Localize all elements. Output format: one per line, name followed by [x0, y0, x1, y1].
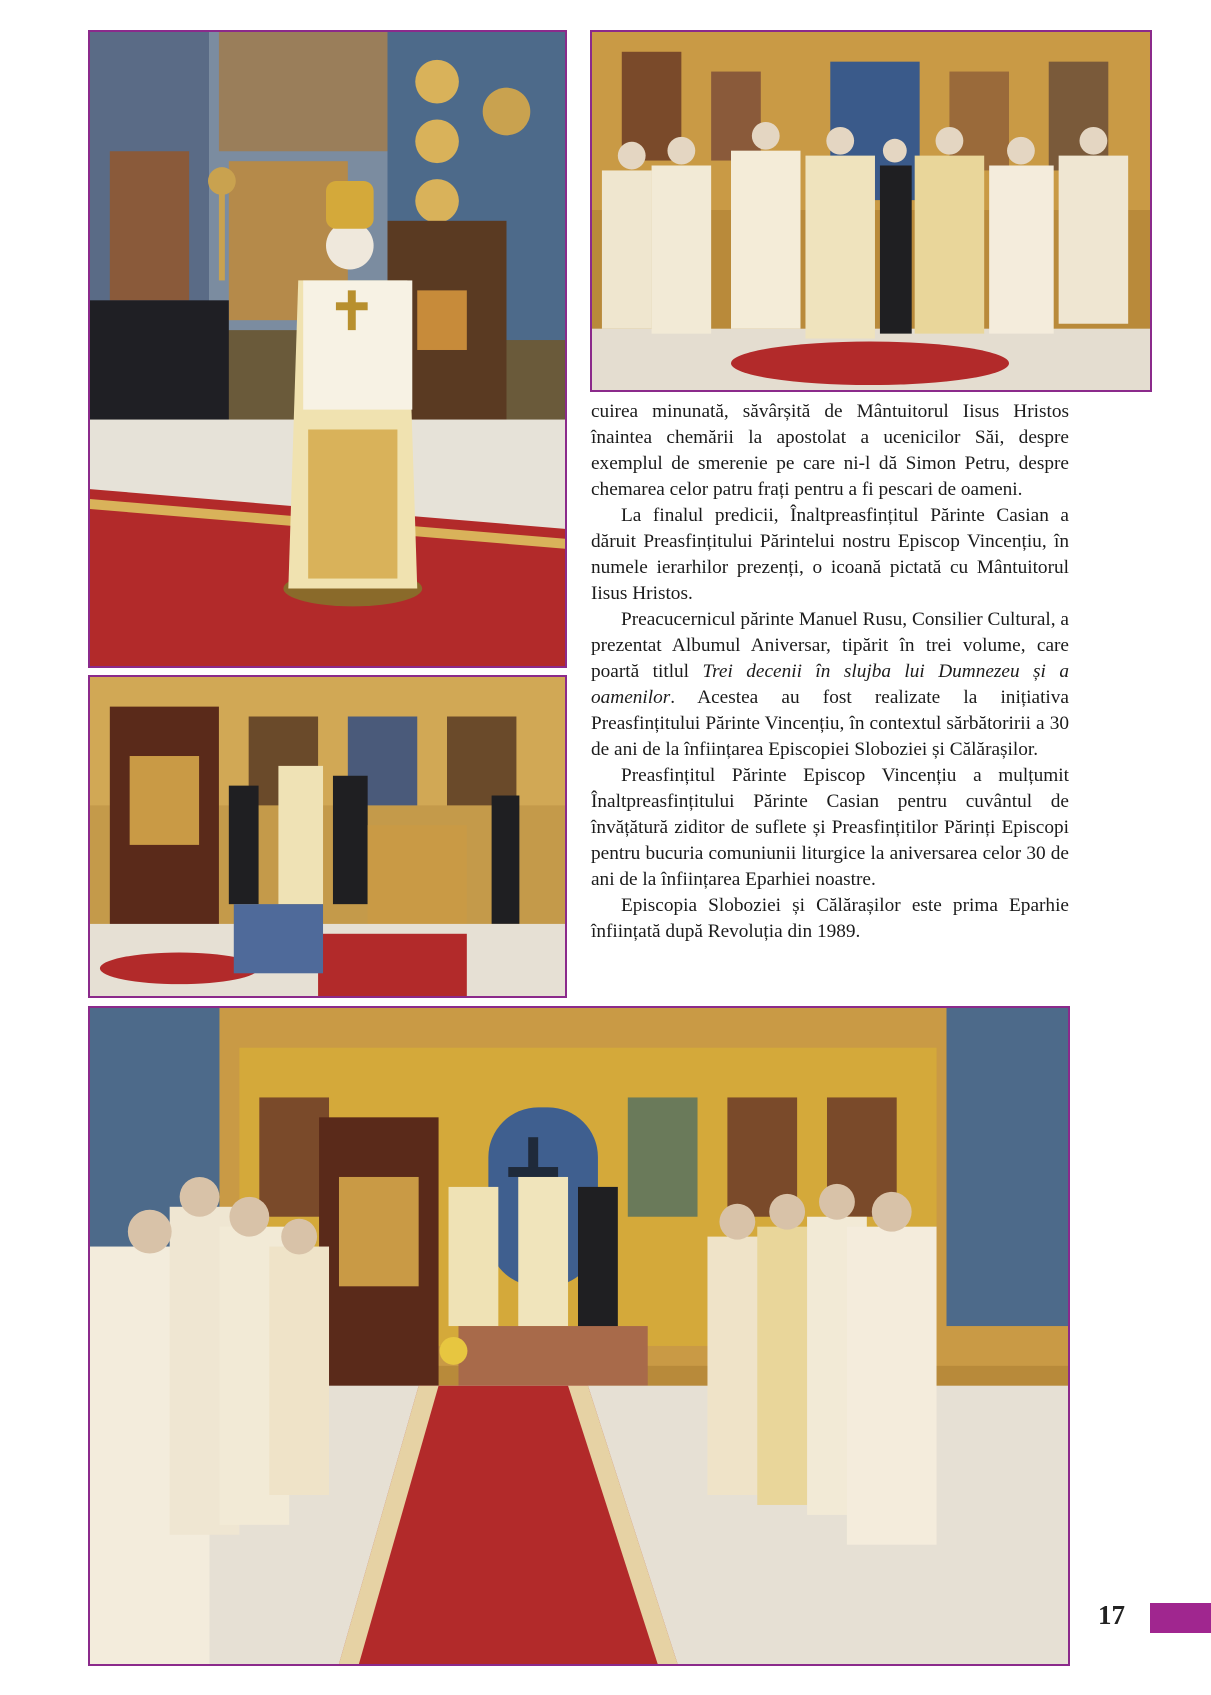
page-tab-marker	[1150, 1603, 1211, 1633]
article-text: . Acestea au fost realizate la inițiativa Preasfințitului Părinte Vincențiu, în contextul sărbătoririi a 30 de ani de la înființarea Episcopiei Sloboziei și Călărașilor.	[591, 687, 1069, 760]
article-paragraph: Episcopia Sloboziei și Călărașilor este prima Eparhie înființată după Revoluția din 1989.	[591, 895, 1069, 942]
article-paragraph: La finalul predicii, Înaltpreasfințitul Părinte Casian a dăruit Preasfințitului Părintelui nostru Episcop Vincențiu, în numele ierarhilor prezenți, o icoană pictată cu Mântuitorul Iisus Hristos.	[591, 505, 1069, 604]
photo-altar-album	[88, 675, 567, 998]
photo-bishop-blessing	[88, 30, 567, 668]
article-paragraph: Preasfințitul Părinte Episcop Vincențiu a mulțumit Înaltpreasfințitului Părinte Casian pentru cuvântul de învățătură ziditor de suflete și Preasfințitilor Părinți Episcopi pentru bucuria comuniunii liturgice la aniversarea celor 30 de ani de la înființarea Eparhiei noastre.	[591, 765, 1069, 890]
photo-cathedral-service	[88, 1006, 1070, 1666]
article-body	[591, 399, 1069, 945]
album-title: Trei decenii în slujba lui Dumnezeu și a oamenilor	[591, 661, 1069, 708]
photo-hierarchs-group	[590, 30, 1152, 392]
article-paragraph: cuirea minunată, săvârșită de Mântuitorul Iisus Hristos înaintea chemării la apostolat a ucenicilor Săi, despre exemplul de smerenie pe care ni-l dă Simon Petru, despre chemarea celor patru frați pentru a fi pescari de oameni.	[591, 401, 1069, 500]
article-text: Preacucernicul părinte Manuel Rusu, Consilier Cultural, a prezentat Albumul Aniversar, tipărit în trei volume, care poartă titlul	[591, 609, 1069, 682]
page-number: 17	[1098, 1600, 1125, 1630]
article-paragraph	[591, 607, 1069, 763]
